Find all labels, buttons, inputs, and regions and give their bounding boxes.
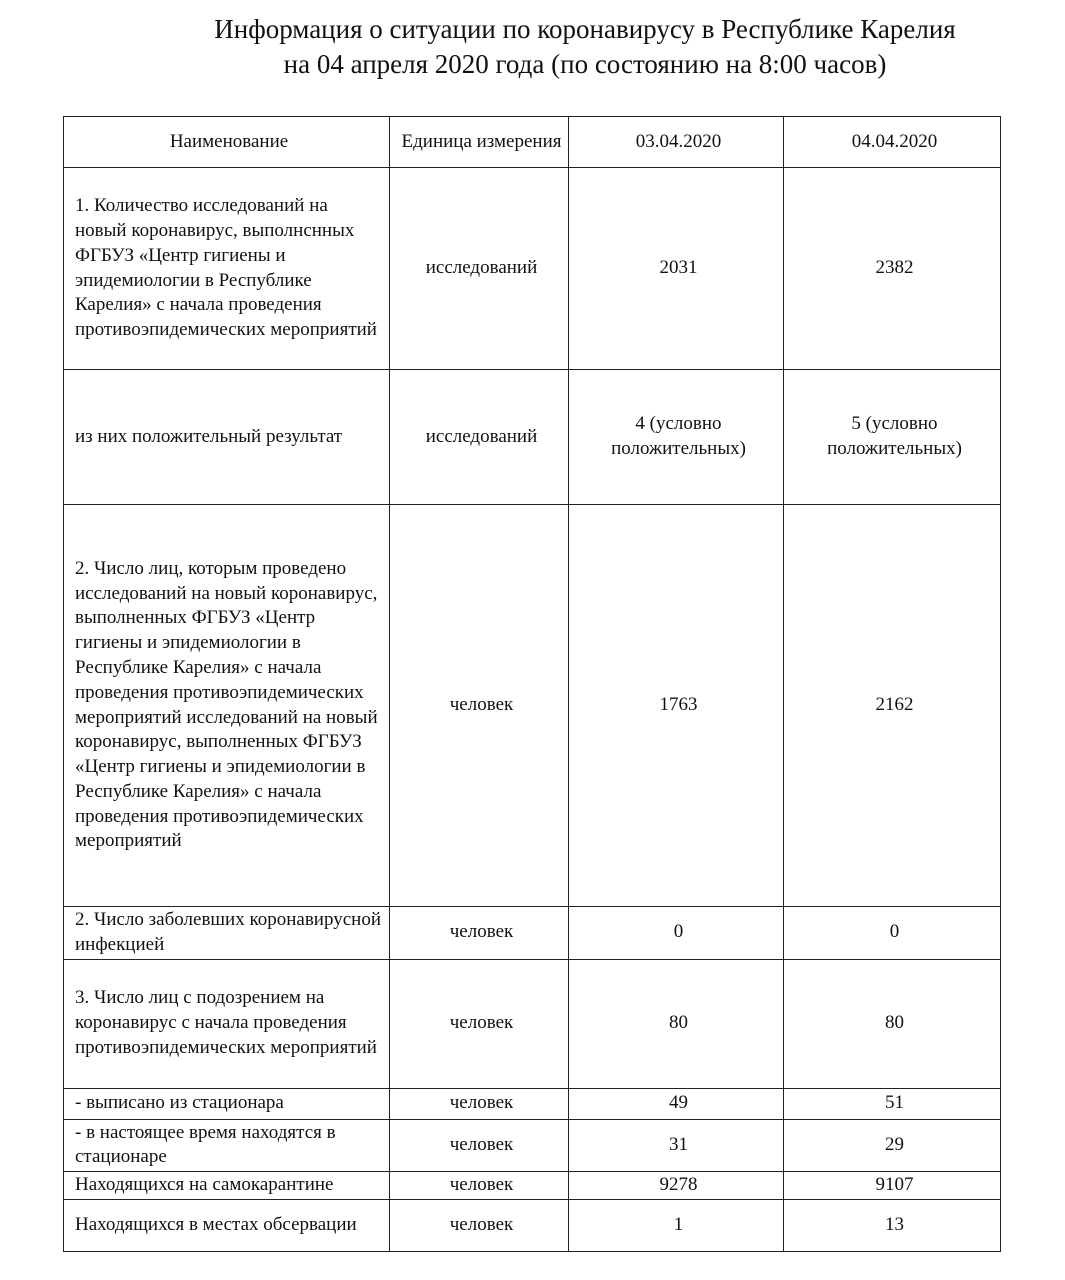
- row-name: Находящихся на самокарантине: [64, 1172, 390, 1200]
- table-row: [64, 1088, 1001, 1119]
- table-row: [64, 168, 1001, 370]
- row-name: - в настоящее время находятся в стационаре: [64, 1119, 390, 1172]
- row-value-2: 2162: [784, 505, 1001, 907]
- row-value-2: 13: [784, 1199, 1001, 1251]
- header-date-2: 04.04.2020: [784, 117, 1001, 168]
- row-unit: человек: [390, 1088, 569, 1119]
- row-unit: человек: [390, 1199, 569, 1251]
- row-value-2: 5 (условно положительных): [784, 370, 1001, 505]
- row-name: 2. Число лиц, которым проведено исследований на новый коронавирус, выполненных ФГБУЗ «Центр гигиены и эпидемиологии в Республике Карелия» с начала проведения противоэпидемических мероприятий исследований на новый коронавирус, выполненных ФГБУЗ «Центр гигиены и эпидемиологии в Республике Карелия» с начала проведения противоэпидемических мероприятий: [64, 505, 390, 907]
- row-value-1: 31: [569, 1119, 784, 1172]
- title-line-1: Информация о ситуации по коронавирусу в Республике Карелия: [214, 14, 956, 44]
- header-date-1: 03.04.2020: [569, 117, 784, 168]
- row-name: Находящихся в местах обсервации: [64, 1199, 390, 1251]
- row-unit: исследований: [390, 168, 569, 370]
- row-value-2: 80: [784, 959, 1001, 1088]
- row-value-2: 2382: [784, 168, 1001, 370]
- row-name: из них положительный результат: [64, 370, 390, 505]
- table-row: [64, 505, 1001, 907]
- row-name: 1. Количество исследований на новый коронавирус, выполнснных ФГБУЗ «Центр гигиены и эпидемиологии в Республике Карелия» с начала проведения противоэпидемических мероприятий: [64, 168, 390, 370]
- row-value-2: 0: [784, 907, 1001, 960]
- table-row: [64, 959, 1001, 1088]
- row-unit: человек: [390, 1172, 569, 1200]
- row-value-1: 9278: [569, 1172, 784, 1200]
- row-value-1: 1: [569, 1199, 784, 1251]
- table-row: [64, 370, 1001, 505]
- table-row: [64, 1119, 1001, 1172]
- table-header-row: [64, 117, 1001, 168]
- row-unit: человек: [390, 505, 569, 907]
- covid-stats-table: [63, 116, 1001, 1252]
- row-value-1: 1763: [569, 505, 784, 907]
- document-title: [120, 12, 1050, 82]
- row-value-1: 4 (условно положительных): [569, 370, 784, 505]
- row-value-1: 2031: [569, 168, 784, 370]
- row-unit: человек: [390, 1119, 569, 1172]
- row-name: 3. Число лиц с подозрением на коронавирус с начала проведения противоэпидемических мероприятий: [64, 959, 390, 1088]
- row-value-2: 9107: [784, 1172, 1001, 1200]
- row-value-1: 49: [569, 1088, 784, 1119]
- row-unit: человек: [390, 907, 569, 960]
- header-unit: Единица измерения: [390, 117, 569, 168]
- row-unit: исследований: [390, 370, 569, 505]
- header-name: Наименование: [64, 117, 390, 168]
- row-value-2: 29: [784, 1119, 1001, 1172]
- table-row: [64, 907, 1001, 960]
- row-value-1: 80: [569, 959, 784, 1088]
- row-value-2: 51: [784, 1088, 1001, 1119]
- row-name: - выписано из стационара: [64, 1088, 390, 1119]
- title-line-2: на 04 апреля 2020 года (по состоянию на 8:00 часов): [283, 49, 887, 79]
- row-name: 2. Число заболевших коронавирусной инфекцией: [64, 907, 390, 960]
- table-row: [64, 1199, 1001, 1251]
- table-row: [64, 1172, 1001, 1200]
- row-unit: человек: [390, 959, 569, 1088]
- row-value-1: 0: [569, 907, 784, 960]
